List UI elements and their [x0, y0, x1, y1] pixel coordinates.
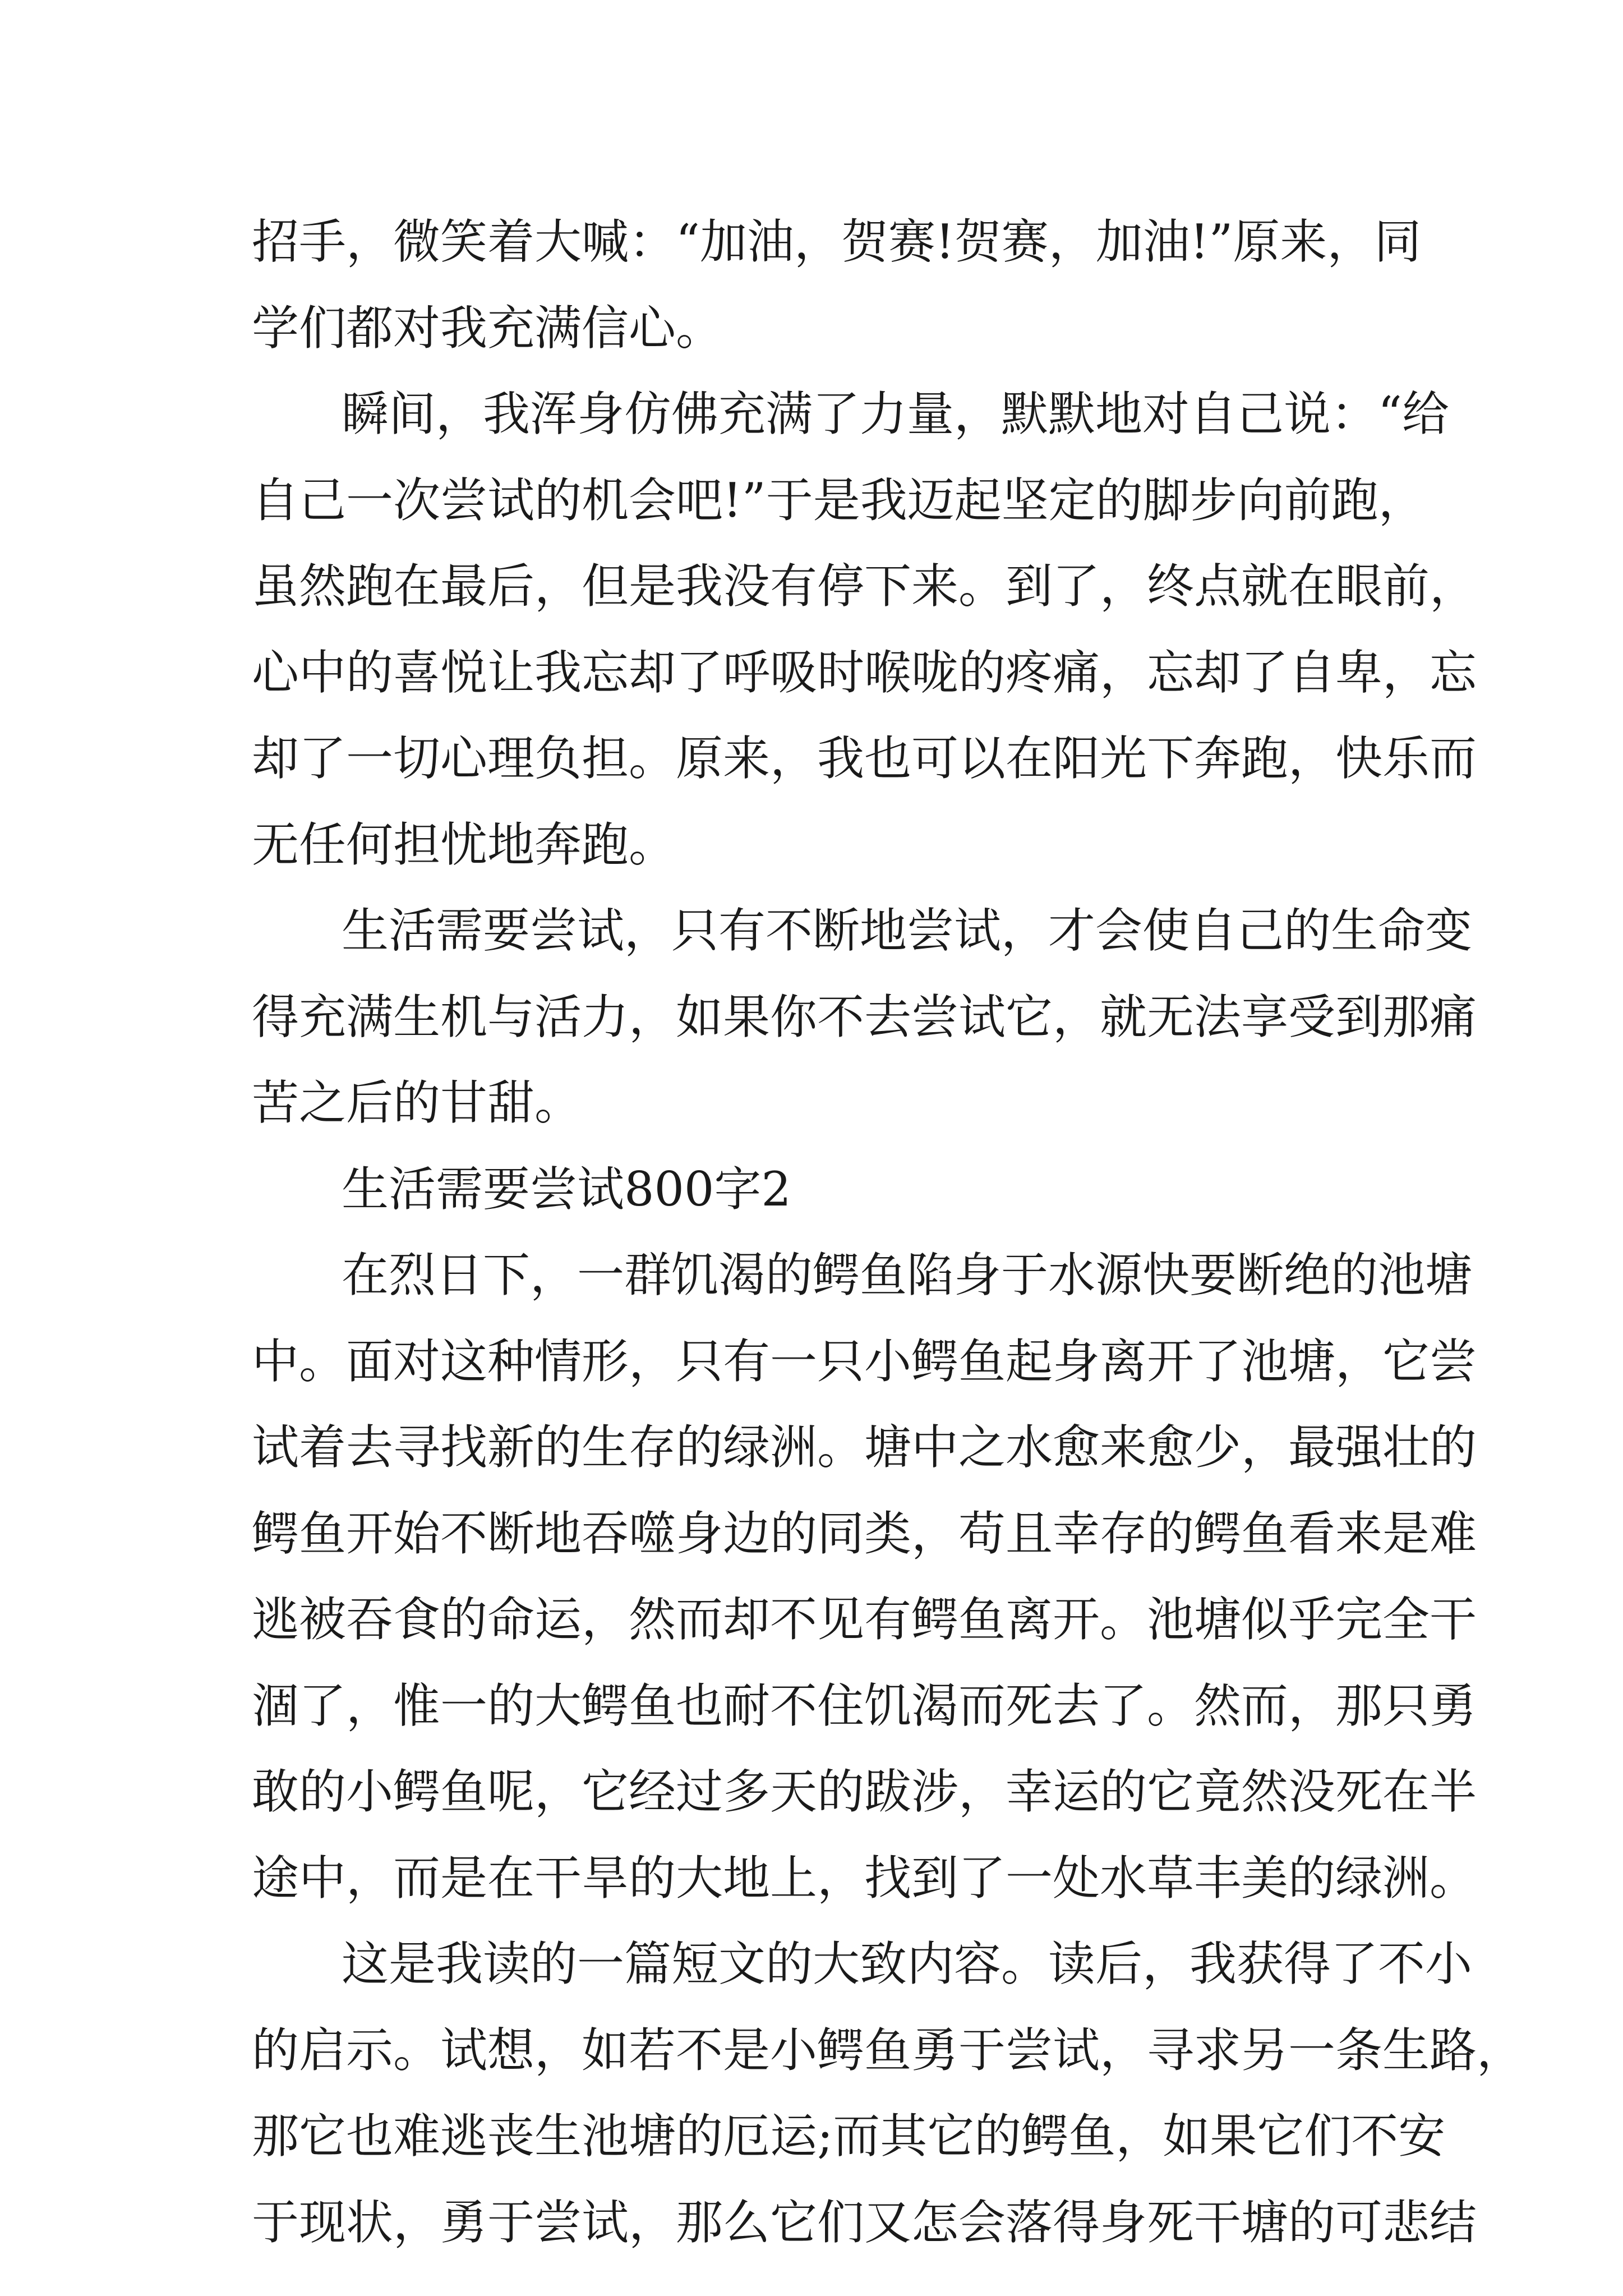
paragraph-cheering-classmates	[252, 199, 1422, 371]
text-line: 招手，微笑着大喊：“加油，贺赛!贺赛，加油!”原来，同	[252, 214, 1422, 269]
text-line: 却了一切心理负担。原来，我也可以在阳光下奔跑，快乐而	[252, 731, 1477, 786]
paragraph-reflection	[252, 1921, 1524, 2266]
text-line: 的启示。试想，如若不是小鳄鱼勇于尝试，寻求另一条生路，	[252, 2022, 1524, 2078]
text-line: 心中的喜悦让我忘却了呼吸时喉咙的疼痛，忘却了自卑，忘	[252, 645, 1477, 700]
text-line: 无任何担忧地奔跑。	[252, 817, 676, 872]
paragraph-running-to-finish	[252, 371, 1477, 888]
text-line: 苦之后的甘甜。	[252, 1075, 582, 1130]
section-title: 生活需要尝试800字2	[342, 1161, 791, 1217]
text-line: 瞬间，我浑身仿佛充满了力量，默默地对自己说：“给	[342, 386, 1449, 441]
text-line: 中。面对这种情形，只有一只小鳄鱼起身离开了池塘，它尝	[252, 1333, 1477, 1389]
text-line: 自己一次尝试的机会吧!”于是我迈起坚定的脚步向前跑，	[252, 472, 1426, 528]
paragraph-crocodile-story	[252, 1232, 1477, 1921]
text-line: 生活需要尝试，只有不断地尝试，才会使自己的生命变	[342, 903, 1473, 958]
text-line: 敢的小鳄鱼呢，它经过多天的跋涉，幸运的它竟然没死在半	[252, 1764, 1477, 1819]
text-line: 虽然跑在最后，但是我没有停下来。到了，终点就在眼前，	[252, 559, 1477, 614]
essay-body	[252, 199, 1524, 2266]
text-line: 试着去寻找新的生存的绿洲。塘中之水愈来愈少，最强壮的	[252, 1420, 1477, 1475]
text-line: 得充满生机与活力，如果你不去尝试它，就无法享受到那痛	[252, 989, 1477, 1045]
text-line: 途中，而是在干旱的大地上，找到了一处水草丰美的绿洲。	[252, 1850, 1477, 1906]
text-line: 那它也难逃丧生池塘的厄运;而其它的鳄鱼，如果它们不安	[252, 2109, 1446, 2164]
text-line: 这是我读的一篇短文的大致内容。读后，我获得了不小	[342, 1936, 1473, 1991]
text-line: 在烈日下，一群饥渴的鳄鱼陷身于水源快要断绝的池塘	[342, 1248, 1473, 1303]
essay-subheading	[252, 1147, 1390, 1233]
text-line: 鳄鱼开始不断地吞噬身边的同类，苟且幸存的鳄鱼看来是难	[252, 1506, 1477, 1561]
text-line: 于现状，勇于尝试，那么它们又怎会落得身死干塘的可悲结	[252, 2194, 1477, 2250]
text-line: 涸了，惟一的大鳄鱼也耐不住饥渴而死去了。然而，那只勇	[252, 1678, 1477, 1733]
paragraph-life-needs-trying	[252, 888, 1477, 1147]
text-line: 学们都对我充满信心。	[252, 300, 723, 356]
text-line: 逃被吞食的命运，然而却不见有鳄鱼离开。池塘似乎完全干	[252, 1592, 1477, 1647]
